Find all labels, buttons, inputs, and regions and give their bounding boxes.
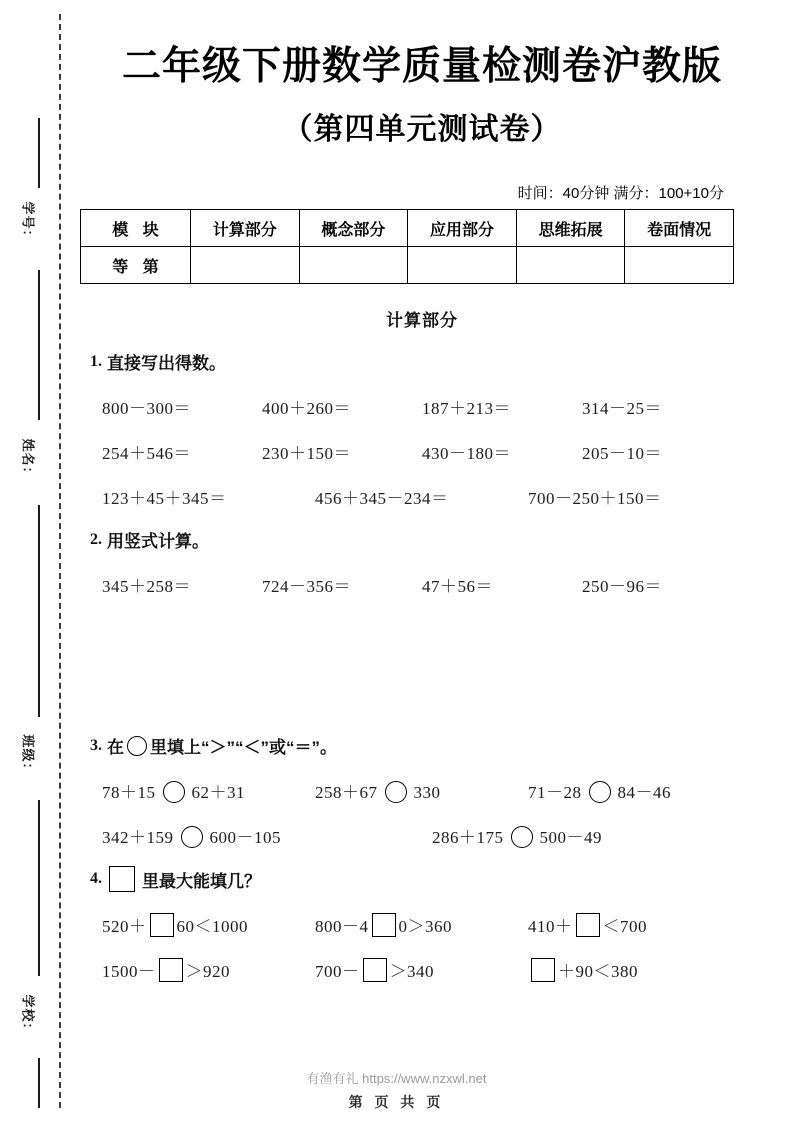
question-4-row-2 <box>72 957 772 982</box>
q3-item-2[interactable] <box>315 778 528 803</box>
score-table-header-application: 应用部分 <box>408 210 517 247</box>
score-cell-presentation[interactable] <box>625 247 734 284</box>
score-cell-application[interactable] <box>408 247 517 284</box>
square-blank-icon[interactable] <box>150 913 174 937</box>
question-2-number: 2. <box>90 530 102 548</box>
question-1-row-3 <box>72 484 772 509</box>
margin-label-student-id <box>0 201 58 244</box>
page-footer <box>0 1068 793 1112</box>
q3-item-4-left: 342＋159 <box>102 828 174 848</box>
q3-item-5-left: 286＋175 <box>432 828 504 848</box>
margin-dashed-line <box>59 14 61 1108</box>
q2-item-3[interactable]: 47＋56＝ <box>422 577 493 597</box>
q4-item-6[interactable] <box>528 957 741 982</box>
q4-item-2-pre: 800－4 <box>315 917 369 937</box>
q2-item-4[interactable]: 250－96＝ <box>582 577 662 597</box>
score-table-header-calculation: 计算部分 <box>191 210 300 247</box>
table-row-headers <box>81 210 734 247</box>
page-subtitle: （第四单元测试卷） <box>282 113 562 147</box>
circle-blank-icon[interactable] <box>385 781 407 803</box>
square-blank-icon[interactable] <box>363 958 387 982</box>
question-4-row-1 <box>72 912 772 937</box>
score-table-header-concept: 概念部分 <box>299 210 408 247</box>
exam-page <box>72 0 772 1122</box>
margin-label-class <box>0 734 58 777</box>
q2-item-1[interactable]: 345＋258＝ <box>102 577 191 597</box>
margin-rule-1 <box>38 118 40 188</box>
q1-item-3[interactable]: 187＋213＝ <box>422 399 511 419</box>
square-blank-icon[interactable] <box>576 913 600 937</box>
score-cell-concept[interactable] <box>299 247 408 284</box>
q3-item-1-left: 78＋15 <box>102 783 156 803</box>
question-3-text-pre: 在 <box>107 738 124 758</box>
square-blank-icon <box>109 866 135 892</box>
q1-item-6[interactable]: 230＋150＝ <box>262 444 351 464</box>
q4-item-6-post: ＋90＜380 <box>558 962 638 982</box>
q1-item-7[interactable]: 430－180＝ <box>422 444 511 464</box>
square-blank-icon[interactable] <box>531 958 555 982</box>
q3-item-5[interactable] <box>432 823 762 848</box>
q1-item-9[interactable]: 123＋45＋345＝ <box>102 489 227 509</box>
q4-item-3[interactable] <box>528 912 741 937</box>
question-1-number: 1. <box>90 352 102 370</box>
q3-item-1-right: 62＋31 <box>191 783 245 803</box>
margin-rule-3 <box>38 505 40 717</box>
question-1-row-1 <box>72 394 772 419</box>
page-title: 二年级下册数学质量检测卷沪教版 <box>121 45 722 88</box>
question-1-text: 直接写出得数。 <box>107 354 226 374</box>
score-table-row-label: 等 第 <box>81 247 191 284</box>
question-3-title <box>90 733 772 758</box>
question-4-number: 4. <box>90 870 102 888</box>
score-cell-thinking[interactable] <box>516 247 625 284</box>
circle-blank-icon[interactable] <box>511 826 533 848</box>
question-2-row-1 <box>72 572 772 597</box>
q3-item-4[interactable] <box>102 823 432 848</box>
circle-blank-icon[interactable] <box>589 781 611 803</box>
margin-label-student-id-text: 学号： <box>20 201 36 244</box>
q3-item-2-right: 330 <box>413 783 441 803</box>
q4-item-2[interactable] <box>315 912 528 937</box>
q1-item-4[interactable]: 314－25＝ <box>582 399 662 419</box>
margin-label-school <box>0 994 58 1037</box>
margin-label-school-text: 学校： <box>20 994 36 1037</box>
q4-item-1-pre: 520＋ <box>102 917 147 937</box>
score-table-header-module: 模 块 <box>81 210 191 247</box>
score-table-header-thinking: 思维拓展 <box>516 210 625 247</box>
margin-rule-4 <box>38 800 40 976</box>
q2-item-2[interactable]: 724－356＝ <box>262 577 351 597</box>
q3-item-3-right: 84－46 <box>617 783 671 803</box>
q3-item-1[interactable] <box>102 778 315 803</box>
score-table <box>80 209 734 284</box>
score-cell-calculation[interactable] <box>191 247 300 284</box>
q1-item-1[interactable]: 800－300＝ <box>102 399 191 419</box>
q4-item-4[interactable] <box>102 957 315 982</box>
question-2-title <box>90 527 772 552</box>
margin-rule-2 <box>38 270 40 420</box>
square-blank-icon[interactable] <box>372 913 396 937</box>
circle-blank-icon[interactable] <box>163 781 185 803</box>
section-heading-calculation: 计算部分 <box>386 311 458 331</box>
page-number: 第 页 共 页 <box>348 1094 445 1110</box>
square-blank-icon[interactable] <box>159 958 183 982</box>
question-3-text-post: 里填上“＞”“＜”或“＝”。 <box>150 738 337 758</box>
q4-item-3-pre: 410＋ <box>528 917 573 937</box>
q4-item-5[interactable] <box>315 957 528 982</box>
circle-icon <box>127 736 147 756</box>
question-1-row-2 <box>72 439 772 464</box>
q4-item-4-post: ＞920 <box>185 962 230 982</box>
q3-item-3[interactable] <box>528 778 741 803</box>
q3-item-2-left: 258＋67 <box>315 783 378 803</box>
question-1-title <box>90 349 772 374</box>
margin-label-name <box>0 438 58 481</box>
q4-item-5-post: ＞340 <box>389 962 434 982</box>
q4-item-1-post: 60＜1000 <box>176 917 248 937</box>
table-row-grade <box>81 247 734 284</box>
question-3-row-2 <box>72 823 772 848</box>
q4-item-3-post: ＜700 <box>602 917 647 937</box>
q3-item-4-right: 600－105 <box>209 828 281 848</box>
margin-label-class-text: 班级： <box>20 734 36 777</box>
q4-item-2-post: 0＞360 <box>398 917 452 937</box>
circle-blank-icon[interactable] <box>181 826 203 848</box>
q3-item-5-right: 500－49 <box>539 828 602 848</box>
question-2-work-area[interactable] <box>72 597 772 715</box>
q1-item-10[interactable]: 456＋345－234＝ <box>315 489 449 509</box>
q4-item-4-pre: 1500－ <box>102 962 156 982</box>
q1-item-5[interactable]: 254＋546＝ <box>102 444 191 464</box>
exam-meta-info: 时间：40分钟 满分：100+10分 <box>517 185 724 203</box>
q1-item-2[interactable]: 400＋260＝ <box>262 399 351 419</box>
q4-item-5-pre: 700－ <box>315 962 360 982</box>
question-2-text: 用竖式计算。 <box>107 532 209 552</box>
q1-item-8[interactable]: 205－10＝ <box>582 444 662 464</box>
question-4-text: 里最大能填几？ <box>142 871 261 891</box>
question-3-number: 3. <box>90 736 102 754</box>
margin-label-name-text: 姓名： <box>20 438 36 481</box>
q3-item-3-left: 71－28 <box>528 783 582 803</box>
question-3-row-1 <box>72 778 772 803</box>
q4-item-1[interactable] <box>102 912 315 937</box>
watermark-text: 有渔有礼 https://www.nzxwl.net <box>306 1071 487 1086</box>
score-table-header-presentation: 卷面情况 <box>625 210 734 247</box>
question-4-title <box>90 866 772 892</box>
q1-item-11[interactable]: 700－250＋150＝ <box>528 489 662 509</box>
